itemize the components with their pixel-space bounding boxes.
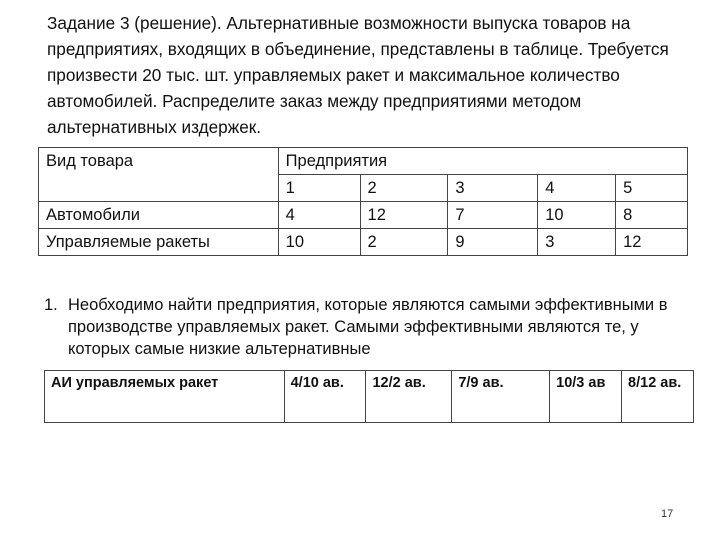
table-header-row <box>39 148 688 175</box>
table-cell: 7 <box>448 202 538 229</box>
enterprise-number: 1 <box>278 175 360 202</box>
table-cell: 3 <box>538 229 616 256</box>
enterprise-number: 2 <box>360 175 448 202</box>
table-cell: 2 <box>360 229 448 256</box>
table-row <box>39 202 688 229</box>
table-cell: 8/12 ав. <box>622 371 694 423</box>
table-cell: 12/2 ав. <box>366 371 452 423</box>
table-cell: 12 <box>616 229 688 256</box>
header-enterprises: Предприятия <box>278 148 687 175</box>
table-row <box>45 371 694 423</box>
task-text: Задание 3 (решение). Альтернативные возможности выпуска товаров на предприятиях, входящих в объединение, представлены в таблице. Требуется произвести 20 тыс. шт. управляемых ракет и максимальное количество автомобилей. Распределите заказ между предприятиями методом альтернативных издержек. <box>47 13 669 137</box>
table-cell: 10/3 ав <box>550 371 622 423</box>
table-row <box>39 229 688 256</box>
page-number: 17 <box>661 508 674 520</box>
note-text: Необходимо найти предприятия, которые являются самыми эффективными в производстве управляемых ракет. Самыми эффективными являются те, у которых самые низкие альтернативные <box>68 296 668 358</box>
row-label: Управляемые ракеты <box>39 229 279 256</box>
table-cell: 4/10 ав. <box>284 371 366 423</box>
table-cell: 7/9 ав. <box>452 371 550 423</box>
enterprise-table <box>38 147 688 256</box>
table-cell: 8 <box>616 202 688 229</box>
table-cell: 10 <box>538 202 616 229</box>
row-label: АИ управляемых ракет <box>45 371 285 423</box>
note-number: 1. <box>44 296 58 314</box>
opportunity-cost-table <box>44 370 694 423</box>
header-product: Вид товара <box>39 148 279 175</box>
row-label: Автомобили <box>39 202 279 229</box>
numbered-note <box>44 294 684 360</box>
enterprise-number: 3 <box>448 175 538 202</box>
enterprise-number: 5 <box>616 175 688 202</box>
table-cell: 10 <box>278 229 360 256</box>
enterprise-number: 4 <box>538 175 616 202</box>
empty-cell <box>39 175 279 202</box>
table-cell: 4 <box>278 202 360 229</box>
table-cell: 9 <box>448 229 538 256</box>
table-cell: 12 <box>360 202 448 229</box>
enterprise-number-row <box>39 175 688 202</box>
